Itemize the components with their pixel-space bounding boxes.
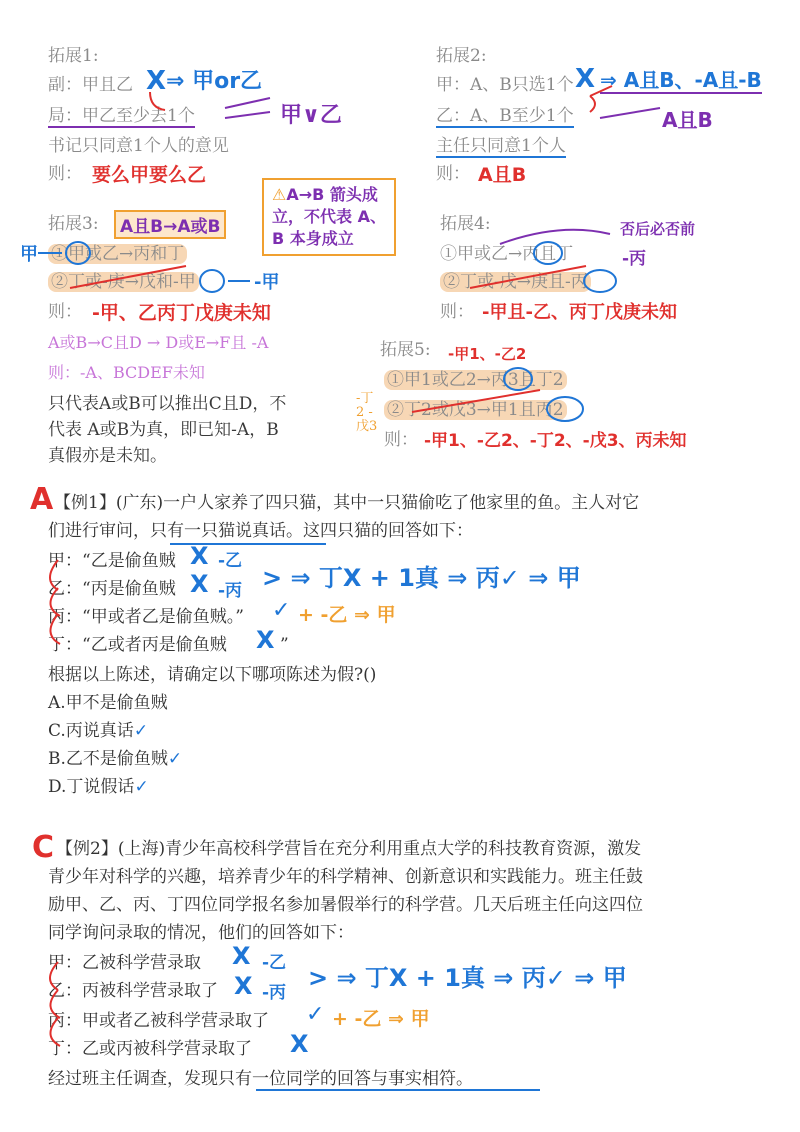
cross-icon: X: [256, 626, 275, 654]
ext1-note1: ⇒ 甲or乙: [166, 69, 263, 94]
ex1-option-a: A.甲不是偷鱼贼: [48, 693, 168, 713]
ext5-answer: -甲1、-乙2、-丁2、-戊3、丙未知: [424, 431, 687, 451]
ex1-stmt-a: 甲：“乙是偷鱼贼: [48, 551, 176, 571]
ex1-stmt-d-end: ”: [280, 635, 289, 655]
ex2-note-c: + -乙 ⇒ 甲: [332, 1008, 430, 1030]
ext3-expl1: 只代表A或B可以推出C且D，不: [48, 394, 287, 414]
ext1-line3: 书记只同意1个人的意见: [48, 136, 229, 156]
ext3-expl2: 代表 A或B为真，即已知-A，B: [48, 420, 279, 440]
check-icon: ✓: [306, 1002, 325, 1027]
ex2-p2: 青少年对科学的兴趣，培养青少年的科学精神、创新意识和实践能力。班主任鼓: [48, 867, 643, 887]
ext5-label: 则：: [384, 430, 418, 450]
ext2-line2: 乙：A、B至少1个: [436, 106, 574, 126]
check-icon: ✓: [272, 598, 291, 623]
ext4-note: 否后必否前: [620, 220, 696, 238]
ext1-title: 拓展1:: [48, 46, 99, 66]
ext5-note: -甲1、-乙2: [448, 345, 527, 363]
ext2-note1: ⇒ A且B、-A且-B: [600, 68, 762, 92]
ext4-note2: -丙: [622, 249, 647, 269]
ext3-right-note: -甲: [254, 272, 280, 293]
ex1-option-b: B.乙不是偷鱼贼✓: [48, 749, 183, 769]
ext5-title: 拓展5:: [380, 340, 431, 360]
ex2-answer-letter: C: [32, 830, 55, 865]
ext3-line2: ②丁或-庚→戊和-甲: [48, 270, 199, 294]
ext2-label: 则：: [436, 164, 470, 184]
ex2-p1: 【例2】(上海)青少年高校科学营旨在充分利用重点大学的科技教育资源，激发: [56, 839, 642, 859]
cross-icon: X: [234, 972, 253, 1000]
ext3-expl3: 真假亦是未知。: [48, 446, 167, 466]
ext4-line2: ②丁或-戊→庚且-丙: [440, 270, 591, 294]
cross-icon: X: [146, 66, 167, 96]
ext2-title: 拓展2:: [436, 46, 487, 66]
ex2-chain: > ⇒ 丁X + 1真 ⇒ 丙✓ ⇒ 甲: [308, 964, 627, 992]
ext2-note2: A且B: [662, 108, 713, 132]
check-icon: ✓: [133, 721, 149, 741]
ext2-line3: 主任只同意1个人: [436, 136, 566, 156]
ex2-p3: 励甲、乙、丙、丁四位同学报名参加暑假举行的科学营。几天后班主任向这四位: [48, 895, 643, 915]
ex1-head2: 们进行审问，只有一只猫说真话。这四只猫的回答如下：: [48, 521, 473, 541]
ex1-ask: 根据以上陈述，请确定以下哪项陈述为假?(): [48, 665, 377, 685]
warning-icon: ⚠: [272, 185, 287, 204]
ex1-note-b: -丙: [218, 581, 243, 601]
cross-icon: X: [232, 942, 251, 970]
ext3-answer: -甲、乙丙丁戊庚未知: [92, 302, 271, 324]
ext3-title: 拓展3:: [48, 214, 99, 234]
ex1-option-c: C.丙说真话✓: [48, 721, 149, 741]
ext3-label: 则：: [48, 302, 82, 322]
ext1-line1: 副：甲且乙: [48, 75, 133, 95]
ext4-line1: ①甲或乙→丙且丁: [440, 244, 574, 264]
ext1-line2: 局：甲乙至少去1个: [48, 106, 195, 126]
ext5-side-note: -丁2 -戊3: [356, 391, 378, 434]
ext3-rule-box: A且B→A或B: [114, 210, 226, 239]
ext3-pink-result: 则：-A、BCDEF未知: [48, 363, 205, 382]
cross-icon: X: [290, 1030, 309, 1058]
ex2-stmt-a: 甲：乙被科学营录取: [48, 953, 201, 973]
ex2-stmt-d: 丁：乙或丙被科学营录取了: [48, 1039, 252, 1059]
ext1-answer: 要么甲要么乙: [92, 164, 207, 186]
ex1-head: 【例1】(广东)一户人家养了四只猫，其中一只猫偷吃了他家里的鱼。主人对它: [54, 493, 640, 513]
ex1-stmt-d: 丁：“乙或者丙是偷鱼贼: [48, 635, 227, 655]
ext3-line1: ①甲或乙→丙和丁: [48, 242, 187, 266]
check-icon: ✓: [134, 777, 149, 797]
ext5-line2: ②丁2或戊3→甲1且丙2: [384, 398, 567, 422]
check-icon: ✓: [167, 749, 183, 769]
ext4-answer: -甲且-乙、丙丁戊庚未知: [482, 302, 677, 323]
ext3-pink-rule: A或B→C且D → D或E→F且 -A: [48, 333, 269, 352]
ex2-note-b: -丙: [262, 983, 287, 1003]
ext2-answer: A且B: [478, 164, 527, 186]
ex1-note-c: + -乙 ⇒ 甲: [298, 604, 396, 626]
cross-icon: X: [190, 570, 209, 598]
ex1-note-a: -乙: [218, 551, 243, 571]
ex2-last: 经过班主任调查，发现只有一位同学的回答与事实相符。: [48, 1069, 473, 1089]
cross-icon: X: [575, 64, 596, 94]
warning-note: ⚠A→B 箭头成 立，不代表 A、 B 本身成立: [262, 178, 396, 256]
ex2-stmt-c: 丙：甲或者乙被科学营录取了: [48, 1011, 269, 1031]
ex1-answer-letter: A: [30, 482, 54, 517]
ex2-p4: 同学询问录取的情况，他们的回答如下：: [48, 923, 354, 943]
ext2-line1: 甲：A、B只选1个: [436, 75, 574, 95]
cross-icon: X: [190, 542, 209, 570]
ex1-stmt-b: 乙：“丙是偷鱼贼: [48, 579, 176, 599]
ext5-line1: ①甲1或乙2→丙3且丁2: [384, 368, 567, 392]
ex1-stmt-c: 丙：“甲或者乙是偷鱼贼。”: [48, 607, 244, 627]
ext3-left-note: 甲: [20, 244, 38, 265]
ex1-option-d: D.丁说假话✓: [48, 777, 149, 797]
ex2-stmt-b: 乙：丙被科学营录取了: [48, 981, 218, 1001]
ext1-label: 则：: [48, 164, 82, 184]
ext4-label: 则：: [440, 302, 474, 322]
ext1-note2: 甲∨乙: [280, 103, 342, 128]
ex1-chain: > ⇒ 丁X + 1真 ⇒ 丙✓ ⇒ 甲: [262, 564, 581, 592]
ext4-title: 拓展4:: [440, 214, 491, 234]
ex2-note-a: -乙: [262, 953, 287, 973]
